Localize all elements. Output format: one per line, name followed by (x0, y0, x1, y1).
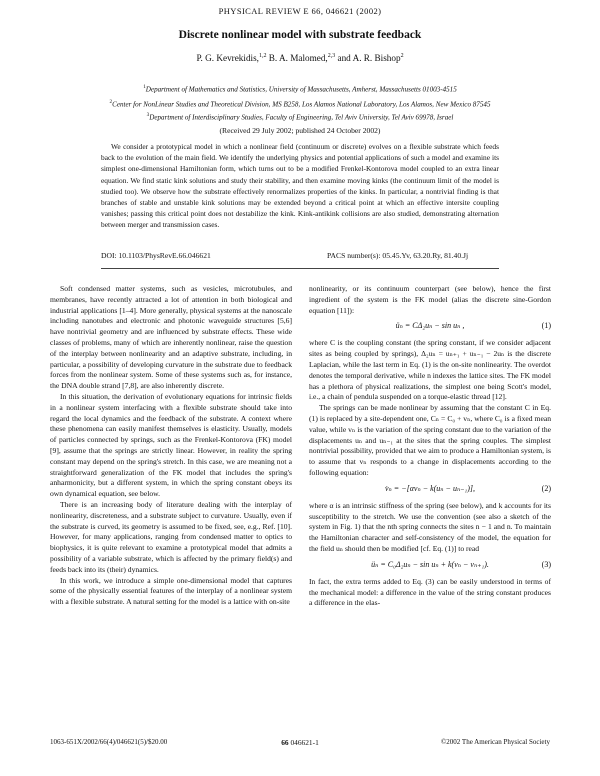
pacs-numbers: PACS number(s): 05.45.Yv, 63.20.Ry, 81.40.Jj (327, 251, 469, 260)
received-date: (Received 29 July 2002; published 24 October 2002) (219, 126, 381, 135)
abstract-divider (101, 268, 499, 269)
right-column (309, 284, 551, 609)
footer-issn: 1063-651X/2002/66(4)/046621(5)/$20.00 (50, 738, 168, 746)
body-paragraph: In this work, we introduce a simple one-dimensional model that captures some of the physically essential features of the interplay of a nonlinear system with a flexible substrate. A natural setting for the model is a lattice with on-site (50, 575, 292, 607)
author-kevrekidis-affil: 1,2 (258, 53, 267, 59)
author-kevrekidis: P. G. Kevrekidis, (196, 53, 259, 64)
affiliation-2: $^2$Center for NonLinear Studies and Theoretical Division, MS B258, Los Alamos National Laboratory, Los Alamos, New Mexico 87545 (109, 99, 491, 109)
body-paragraph: where C is the coupling constant (the spring constant, if we consider adjacent sites as being coupled by springs), Δ₂uₙ = uₙ₊₁ + uₙ₋₁ − 2uₙ is the discrete Laplacian, while the last term in Eq. (1) is the on-site nonlinearity. The overdot denotes the temporal derivative, while n indexes the lattice sites. The FK model has a plethora of physical realizations, the simplest one being Scott's model, i.e., a chain of pendula suspended on a torque-elastic thread [12]. (309, 338, 551, 402)
body-paragraph: The springs can be made nonlinear by assuming that the constant C in Eq. (1) is replaced by a site-dependent one, Cₙ = C₀ + vₙ, where C₀ is a fixed mean value, while vₙ is the variation of the spring constant due to the variation of the displacements uₙ and uₙ₋₁ at the sites that the spring couples. The simplest nontrivial possibility, provided that we aim to produce a Hamiltonian system, is to assume that vₙ responds to a change in displacements according to the following equation: (309, 403, 551, 477)
body-paragraph: In this situation, the derivation of evolutionary equations for intrinsic fields in a nonlinear system interfacing with a flexible substrate should take into regard the local dynamics and the feedback of the substrate. A context where these phenomena can easily manifest themselves is elasticity. Usually, models of particles connected by springs, such as the Frenkel-Kontorova (FK) model [9], assume that the springs are strictly linear. However, in reality the spring constant may depend on the spring's stretch. In this case, we are meaning not a straightforward generalization of the FK model that includes the spring's anharmonicity, but a different system, in which the spring constant obeys its own dynamical equation, see below. (50, 391, 292, 499)
body-paragraph: Soft condensed matter systems, such as vesicles, microtubules, and membranes, have recently attracted a lot of attention in both biological and industrial applications [1–4]. More generally, physical systems at the nanoscale including nanotubes and electronic and photonic waveguide structures [5,6] have nontrivial geometry and are influenced by substrate effects. These wide classes of problems, many of which are inherently nonlinear, raise the question of the interplay between nonlinearity and an adaptive substrate, including, in particular, a possibility of developing curvature in the substrate due to feedback forces from the nonlinear system. Some of these systems such as, for instance, the DNA double strand [7,8], are also inherently discrete. (50, 284, 292, 391)
author-bishop: and A. R. Bishop (337, 53, 401, 64)
author-malomed-affil: 2,3 (327, 53, 336, 59)
paper-title: Discrete nonlinear model with substrate feedback (178, 29, 422, 41)
equation-2-formula: v̇ₙ = −[αvₙ − k(uₙ − uₙ₋₁)], (385, 483, 475, 493)
equation-1 (309, 316, 551, 338)
equation-2-number: (2) (541, 483, 551, 493)
abstract-text: We consider a prototypical model in which a nonlinear field (continuum or discrete) evolves on a flexible substrate which feeds back to the evolution of the main field. We identify the underlying physics and potential applications of such a model and examine its simplest one-dimensional Hamiltonian form, which turns out to be a modified Frenkel-Kontorova model coupled to an extra linear equation. We find static kink solutions and study their stability, and then examine moving kinks (the continuum limit of the model is studied too). We observe how the substrate effectively renormalizes properties of the kinks. In particular, a nontrivial finding is that branches of stable and unstable kink solutions may be extended beyond a critical point at which an effective intersite coupling vanishes; passing this critical point does not destabilize the kink. Kink-antikink collisions are also studied, demonstrating alternation between merger and transmission cases. (101, 142, 499, 230)
body-paragraph: where α is an intrinsic stiffness of the spring (see below), and k accounts for its susceptibility to the stretch. We use the convention (see also a sketch of the system in Fig. 1) that the nth spring connects the sites n − 1 and n. To maintain the Hamiltonian character and self-consistency of the model, the equation for the field uₙ should then be modified [cf. Eq. (1)] to read (309, 500, 551, 553)
affiliation-1: $^1$Department of Mathematics and Statistics, University of Massachusetts, Amherst, Massachusetts 01003-4515 (143, 84, 457, 94)
equation-3 (309, 555, 551, 577)
body-paragraph: nonlinearity, or its continuum counterpart (see below), hence the first ingredient of the system is the FK model (alias the discrete sine-Gordon equation [11]): (309, 284, 551, 315)
abstract (101, 141, 499, 231)
body-paragraph: In fact, the extra terms added to Eq. (3) can be easily understood in terms of the mechanical model: a difference in the value of the string constant produces a difference in the elas- (309, 576, 551, 608)
affiliation-3: $^3$Department of Interdisciplinary Studies, Faculty of Engineering, Tel Aviv University, Tel Aviv 69978, Israel (146, 112, 454, 122)
footer-copyright: ©2002 The American Physical Society (440, 738, 550, 746)
equation-1-number: (1) (541, 321, 551, 331)
equation-2 (309, 479, 551, 501)
footer-page-number: 66 046621-1 (281, 738, 319, 747)
doi-pacs-row (101, 251, 499, 260)
equation-3-formula: üₙ = C₀Δ₂uₙ − sin uₙ + k(vₙ − vₙ₊₁). (371, 559, 489, 569)
equation-3-number: (3) (541, 559, 551, 569)
author-bishop-affil: 2 (400, 53, 404, 59)
equation-1-formula: üₙ = CΔ₂uₙ − sin uₙ , (395, 321, 465, 331)
author-list (0, 53, 600, 63)
author-malomed: B. A. Malomed, (268, 53, 328, 64)
body-paragraph: There is an increasing body of literature dealing with the interplay of nonlinearity, discreteness, and a substrate subject to curvature. Usually, even if the substrate is curved, its geometry is assumed to be fixed, see, e.g., Ref. [10]. However, for many applications, ranging from condensed matter to optics to biophysics, it is quite relevant to examine a prototypical model that admits a possibility of a variable substrate, which is affected by the primary field(s) and feeds back into its (their) dynamics. (50, 499, 292, 574)
left-column (50, 284, 292, 608)
journal-header: PHYSICAL REVIEW E 66, 046621 (2002) (218, 6, 382, 16)
doi-link[interactable]: DOI: 10.1103/PhysRevE.66.046621 (101, 251, 211, 260)
